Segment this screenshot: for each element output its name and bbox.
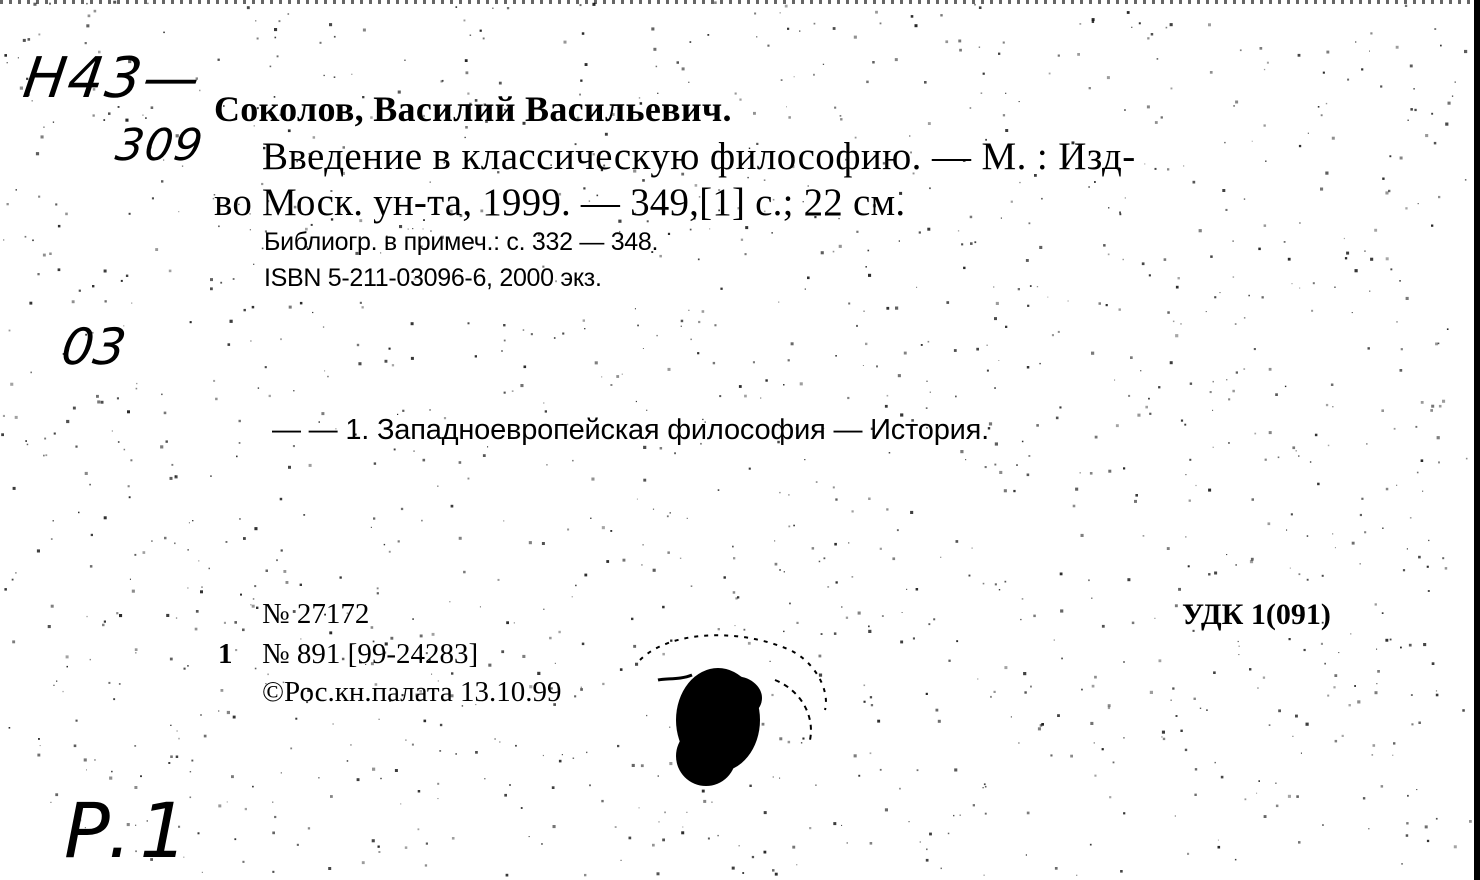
copies-count: 1 bbox=[218, 638, 233, 670]
registration-number: № 891 [99-24283] bbox=[262, 638, 479, 670]
record-number: № 27172 bbox=[262, 598, 370, 630]
subject-heading: — — 1. Западноевропейская философия — История. bbox=[272, 414, 990, 446]
isbn-line: ISBN 5-211-03096-6, 2000 экз. bbox=[264, 264, 602, 292]
handwritten-bottom-mark: P.1 bbox=[64, 786, 196, 875]
title-line-2: во Моск. ун-та, 1999. — 349,[1] с.; 22 см. bbox=[214, 181, 906, 224]
ink-blot bbox=[600, 620, 860, 810]
handwritten-shelfmark-sub: 309 bbox=[112, 120, 207, 171]
handwritten-shelfmark: Н43— bbox=[19, 46, 206, 111]
handwritten-mark: 03 bbox=[57, 318, 130, 376]
udk-code: УДК 1(091) bbox=[1182, 598, 1331, 631]
author-heading: Соколов, Василий Васильевич. bbox=[214, 89, 732, 129]
title-line-1: Введение в классическую философию. — М. : Изд- bbox=[262, 135, 1136, 178]
book-chamber-line: ©Рос.кн.палата 13.10.99 bbox=[262, 676, 562, 708]
bibliography-note: Библиогр. в примеч.: с. 332 — 348. bbox=[264, 228, 659, 256]
